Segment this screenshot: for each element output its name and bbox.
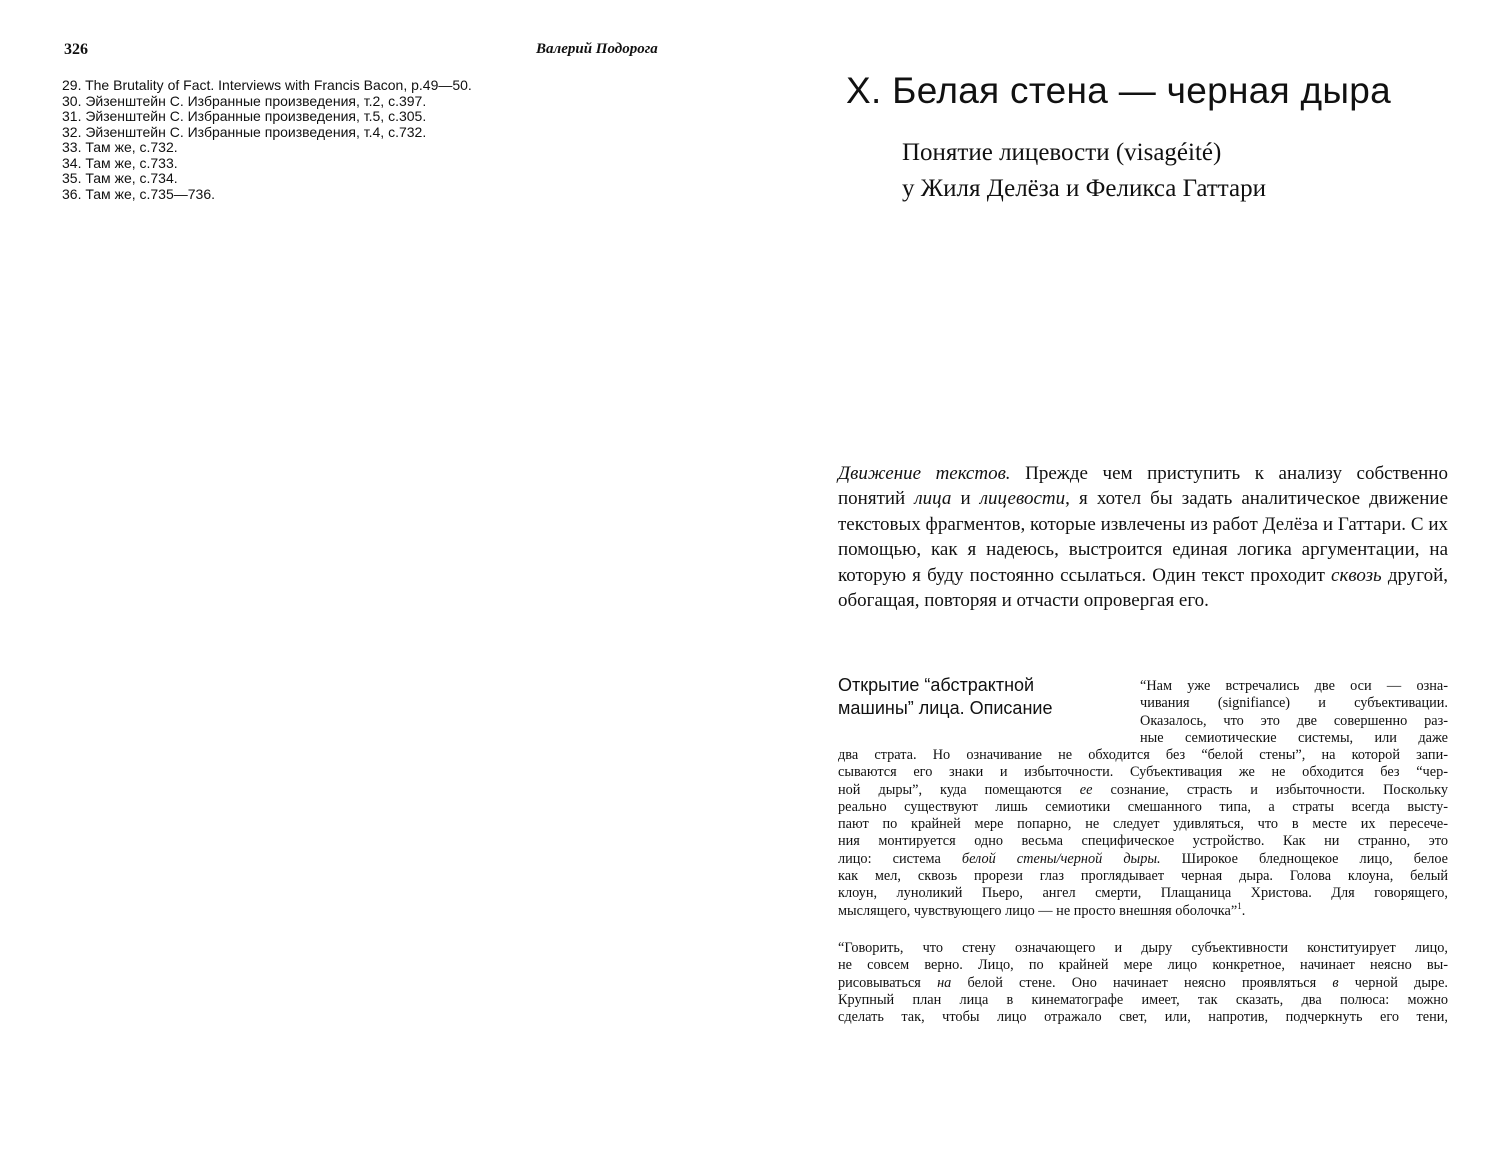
quote-text: ной дыры”, куда помещаются xyxy=(838,781,1080,798)
intro-text: , я хотел бы задать аналитическое движение текстовых фрагментов, которые извлечены из работ Делёза и Гаттари. С их помощью, как я надеюсь, выстроится единая логика аргументации, на которую я буду постоянно ссылаться. Один текст проходит xyxy=(838,488,1449,586)
quote-second xyxy=(838,940,1448,1026)
endnote: 34. Там же, с.733. xyxy=(62,154,178,171)
footnote-marker: 1 xyxy=(1237,900,1242,911)
chapter-title: X. Белая стена — черная дыра xyxy=(846,70,1392,111)
quote-line xyxy=(838,851,1448,868)
endnote: 31. Эйзенштейн С. Избранные произведения, т.5, с.305. xyxy=(62,108,427,124)
endnote: 36. Там же, с.735—736. xyxy=(62,185,216,202)
quote-text: . xyxy=(1241,902,1246,919)
quote-emphasis: ее xyxy=(1079,781,1093,798)
endnote: 35. Там же, с.734. xyxy=(62,170,178,186)
quote-line: Крупный план лица в кинематографе имеет, так сказать, два полюса: можно xyxy=(838,991,1448,1008)
page-number: 326 xyxy=(64,41,88,58)
quote-line: клоун, луноликий Пьеро, ангел смерти, Плащаница Христова. Для говорящего, xyxy=(838,885,1448,902)
section-heading xyxy=(838,674,1108,720)
section-heading-line: машины” лица. Описание xyxy=(838,698,1053,718)
endnote: 33. Там же, с.732. xyxy=(62,139,178,155)
quote-line: сделать так, чтобы лицо отражало свет, или, напротив, подчеркнуть его тени, xyxy=(838,1009,1448,1026)
endnote: 32. Эйзенштейн С. Избранные произведения, т.4, с.732. xyxy=(62,123,427,140)
intro-paragraph xyxy=(838,461,1448,613)
quote-line: чивания (signifiance) и субъективации. xyxy=(1140,695,1448,712)
endnote: 30. Эйзенштейн С. Избранные произведения, т.2, с.397. xyxy=(62,92,427,109)
quote-line: “Нам уже встречались две оси — озна- xyxy=(1140,678,1448,694)
quote-line xyxy=(838,975,1448,992)
quote-emphasis: в xyxy=(1332,974,1339,991)
intro-emphasis: лицевости xyxy=(979,488,1066,510)
chapter-subtitle xyxy=(902,135,1266,207)
quote-line: сываются его знаки и избыточности. Субъективация же не обходится без “чер- xyxy=(838,764,1448,781)
quote-text: сознание, страсть и избыточности. Поскольку xyxy=(1092,781,1449,798)
quote-line: Оказалось, что это две совершенно раз- xyxy=(1140,712,1448,729)
quote-emphasis: на xyxy=(937,974,952,991)
quote-text: мыслящего, чувствующего лицо — не просто внешняя оболочка” xyxy=(838,902,1238,919)
quote-continuation xyxy=(838,747,1448,920)
quote-text: лицо: система xyxy=(838,850,962,867)
quote-line: “Говорить, что стену означающего и дыру субъективности конституирует лицо, xyxy=(838,940,1448,956)
subtitle-line: Понятие лицевости (visagéité) xyxy=(902,139,1222,166)
quote-text: черной дыре. xyxy=(1338,974,1449,991)
subtitle-line: у Жиля Делёза и Феликса Гаттари xyxy=(902,175,1267,202)
intro-emphasis: сквозь xyxy=(1331,564,1382,586)
intro-text: Прежде чем приступить к анализу собственно понятий xyxy=(838,463,1448,510)
intro-lead: Движение текстов. xyxy=(838,463,1011,484)
quote-opening xyxy=(1140,678,1448,747)
right-page xyxy=(754,0,1508,1163)
quote-text: белой стене. Оно начинает неясно проявляться xyxy=(951,974,1333,991)
intro-text: и xyxy=(951,488,980,510)
quote-line: не совсем верно. Лицо, по крайней мере лицо конкретное, начинает неясно вы- xyxy=(838,957,1448,974)
quote-text: Широкое бледнощекое лицо, белое xyxy=(1160,850,1448,867)
quote-line: ные семиотические системы, или даже xyxy=(1140,729,1448,746)
quote-line xyxy=(838,782,1448,799)
quote-line xyxy=(838,900,1448,920)
section-heading-line: Открытие “абстрактной xyxy=(838,675,1035,695)
intro-emphasis: лица xyxy=(914,488,952,510)
quote-line: два страта. Но означивание не обходится без “белой стены”, на которой запи- xyxy=(838,747,1448,763)
quote-emphasis: белой стены/черной дыры. xyxy=(961,850,1161,867)
quote-line: как мел, сквозь прорези глаз проглядывает черная дыра. Голова клоуна, белый xyxy=(838,868,1448,885)
quote-line: пают по крайней мере попарно, не следует удивляться, что в месте их пересече- xyxy=(838,816,1448,833)
quote-line: ния монтируется одно весьма специфическое устройство. Как ни странно, это xyxy=(838,833,1448,850)
endnotes-list xyxy=(62,78,702,202)
running-head: Валерий Подорога xyxy=(536,41,658,57)
endnote: 29. The Brutality of Fact. Interviews with Francis Bacon, p.49—50. xyxy=(62,77,472,93)
intro-text: другой, обогащая, повторяя и отчасти опровергая его. xyxy=(838,564,1449,612)
quote-text: рисовываться xyxy=(838,974,938,991)
quote-line: реально существуют лишь семиотики смешанного типа, а страты всегда высту- xyxy=(838,798,1448,815)
